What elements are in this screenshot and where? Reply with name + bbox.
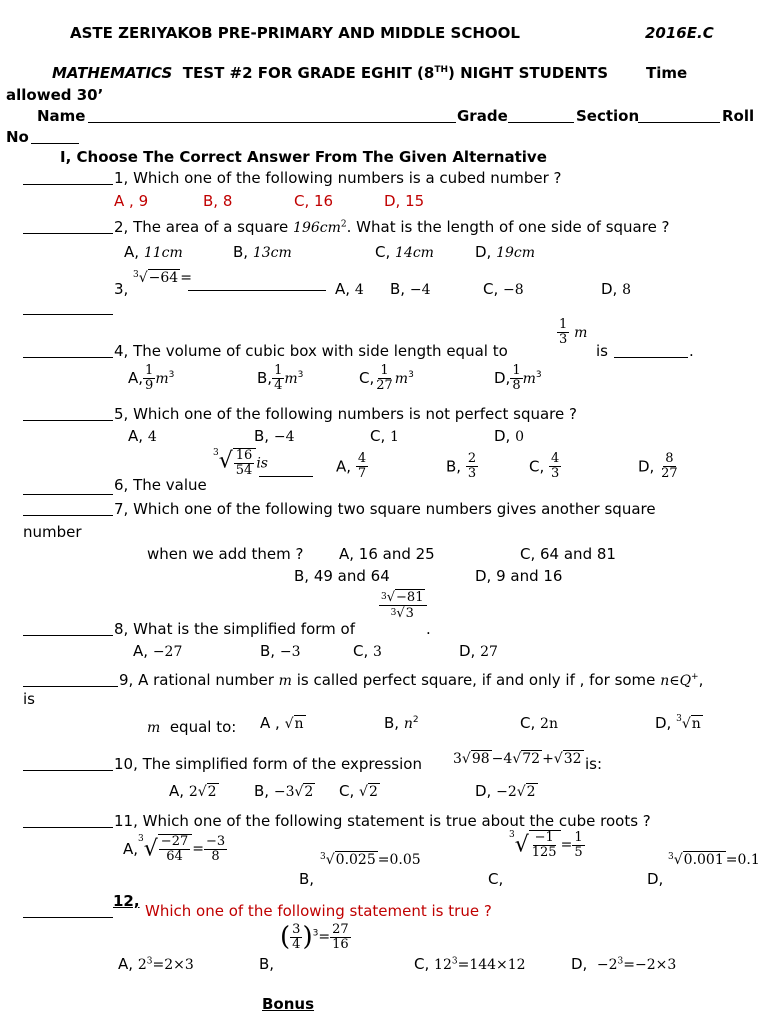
name-field[interactable] xyxy=(88,108,456,123)
q12-number: 12, xyxy=(113,892,140,910)
q12-option-a: A, $2^3=2\times 3$ xyxy=(118,955,194,973)
q1-option-a: A , 9 xyxy=(114,192,149,210)
q4-inline-blank[interactable] xyxy=(614,343,688,358)
q5-option-d: D, 0 xyxy=(494,427,525,445)
q4-text: 4, The volume of cubic box with side length equal to xyxy=(114,342,508,360)
q7-text-cont: number xyxy=(23,523,82,541)
q3-option-a: A, 4 xyxy=(335,280,364,298)
q11-answer-blank[interactable] xyxy=(23,813,113,828)
q9-option-a: A , √n xyxy=(260,714,304,732)
grade-label: Grade xyxy=(457,107,508,125)
q7-option-d: D, 9 and 16 xyxy=(475,567,563,585)
q2-option-a: A, 11cm xyxy=(124,243,183,261)
q8-answer-blank[interactable] xyxy=(23,621,113,636)
q4-is: is xyxy=(596,342,608,360)
q11-option-a: A,$^3$√ $\frac{-27}{64}$ = $\frac{-3}{8}$ xyxy=(123,833,226,864)
subject: MATHEMATICS xyxy=(52,64,173,82)
school-name: ASTE ZERIYAKOB PRE-PRIMARY AND MIDDLE SCHOOL xyxy=(70,24,520,42)
q2-option-d: D, 19cm xyxy=(475,243,536,261)
q9-answer-blank[interactable] xyxy=(23,672,118,687)
q2-text-a: 2, The area of a square xyxy=(114,218,289,236)
q3-option-d: D, 8 xyxy=(601,280,632,298)
q5-option-c: C, 1 xyxy=(370,427,399,445)
q7-text-when: when we add them ? xyxy=(147,545,304,563)
q4-option-a: A, $\frac{1}{9}$ $m^3$ xyxy=(128,363,175,393)
test-line-a: TEST #2 FOR GRADE EGHIT (8 xyxy=(182,64,435,82)
test-line-b: ) NIGHT STUDENTS xyxy=(448,64,609,82)
q1-option-c: C, 16 xyxy=(294,192,334,210)
q3-option-b: B, −4 xyxy=(390,280,431,298)
q1-answer-blank[interactable] xyxy=(23,170,113,185)
q5-option-b: B, −4 xyxy=(254,427,295,445)
q3-option-c: C, −8 xyxy=(483,280,524,298)
q10-expression: 3√98 −4√72 +√32 xyxy=(453,751,582,767)
q2-option-b: B, 13cm xyxy=(233,243,292,261)
q3-answer-blank[interactable] xyxy=(23,300,113,315)
q9-option-c: C, 2n xyxy=(520,714,558,732)
q11-option-d-label: D, xyxy=(647,870,664,888)
test-sup: TH xyxy=(434,65,449,75)
q7-option-a: A, 16 and 25 xyxy=(339,545,435,563)
q11-option-b-label: B, xyxy=(299,870,315,888)
q6-expression: $^3$√ $\frac{16}{54}$ is xyxy=(213,448,268,478)
q5-text: 5, Which one of the following numbers is not perfect square ? xyxy=(114,405,577,423)
q11-text: 11, Which one of the following statement is true about the cube roots ? xyxy=(114,812,651,830)
q8-period: . xyxy=(426,620,431,638)
q8-text: 8, What is the simplified form of xyxy=(114,620,356,638)
time-label: Time xyxy=(646,64,688,82)
q2-text-b: . What is the length of one side of square ? xyxy=(346,218,670,236)
q6-option-a: A, $\frac{4}{7}$ xyxy=(336,451,367,481)
q8-option-a: A, −27 xyxy=(133,642,183,660)
q6-option-c: C, $\frac{4}{3}$ xyxy=(529,451,560,481)
q9-equal-to: m equal to: xyxy=(147,718,237,736)
q7-option-c: C, 64 and 81 xyxy=(520,545,616,563)
q3-expression: $^3$√−64 = xyxy=(133,270,192,286)
q7-option-b: B, 49 and 64 xyxy=(294,567,390,585)
q7-answer-blank[interactable] xyxy=(23,501,113,516)
q10-text: 10, The simplified form of the expression xyxy=(114,755,422,773)
q2-area: $196cm^2$ xyxy=(293,219,347,236)
q2-answer-blank[interactable] xyxy=(23,219,113,234)
roll-field[interactable] xyxy=(31,129,79,144)
q12-option-d: D, $-2^3=-2\times 3$ xyxy=(571,955,677,973)
q9-text: 9, A rational number m is called perfect square, if and only if , for some n∈Q+, xyxy=(119,671,704,689)
q9-option-b: B, $n^2$ xyxy=(384,714,419,732)
q6-text: 6, The value xyxy=(114,476,207,494)
q11-option-c: $^3$√ $\frac{-1}{125}$ = $\frac{1}{5}$ xyxy=(509,829,583,860)
q12-text: Which one of the following statement is true ? xyxy=(145,902,492,920)
q10-option-c: C, √2 xyxy=(339,782,378,800)
q4-period: . xyxy=(689,342,694,360)
q3-inline-blank[interactable] xyxy=(188,276,326,291)
section-field[interactable] xyxy=(638,108,720,123)
q10-option-a: A, 2√2 xyxy=(169,782,217,800)
time-allowed: allowed 30’ xyxy=(6,86,104,104)
q4-option-c: C, $\frac{1}{27}$ $m^3$ xyxy=(359,363,414,393)
q11-option-c-label: C, xyxy=(488,870,504,888)
q4-side-length: $\frac{1}{3}$ m xyxy=(559,317,588,347)
section-label: Section xyxy=(576,107,640,125)
name-label: Name xyxy=(37,107,86,125)
q10-answer-blank[interactable] xyxy=(23,756,113,771)
q10-option-d: D, −2√2 xyxy=(475,782,536,800)
grade-field[interactable] xyxy=(508,108,574,123)
q1-option-d: D, 15 xyxy=(384,192,425,210)
q11-option-d: $^3$√0.001 =0.1 xyxy=(668,852,760,868)
q8-option-b: B, −3 xyxy=(260,642,301,660)
no-label: No xyxy=(6,128,29,146)
q12-answer-blank[interactable] xyxy=(23,903,113,918)
roll-label: Roll xyxy=(722,107,755,125)
q1-text: 1, Which one of the following numbers is a cubed number ? xyxy=(114,169,562,187)
q1-option-b: B, 8 xyxy=(203,192,233,210)
bonus-heading: Bonus xyxy=(262,995,315,1013)
q12-option-b-label: B, xyxy=(259,955,275,973)
test-title xyxy=(52,64,608,82)
q11-option-b: $^3$√0.025 =0.05 xyxy=(320,852,421,868)
q9-is: is xyxy=(23,690,35,708)
q8-option-d: D, 27 xyxy=(459,642,498,660)
q8-option-c: C, 3 xyxy=(353,642,382,660)
q12-option-c: C, $12^3=144\times 12$ xyxy=(414,955,526,973)
q9-option-d: D, $^3$√n xyxy=(655,714,701,732)
q3-number: 3, xyxy=(114,280,129,298)
q4-option-b: B, $\frac{1}{4}$ $m^3$ xyxy=(257,363,304,393)
q4-answer-blank[interactable] xyxy=(23,343,113,358)
q2-text xyxy=(114,218,670,236)
q2-option-c: C, 14cm xyxy=(375,243,434,261)
q6-option-b: B, $\frac{2}{3}$ xyxy=(446,451,477,481)
q6-inline-blank[interactable] xyxy=(259,462,313,477)
q8-expression: $\frac{^3√-81}{^3√3}$ xyxy=(379,590,427,621)
q6-answer-blank[interactable] xyxy=(23,480,113,495)
q10-is: is: xyxy=(585,755,603,773)
q4-option-d: D, $\frac{1}{8}$ $m^3$ xyxy=(494,363,542,393)
q10-option-b: B, −3√2 xyxy=(254,782,314,800)
q5-option-a: A, 4 xyxy=(128,427,157,445)
q12-option-b: ( $\frac{3}{4}$ )$^3$= $\frac{27}{16}$ xyxy=(280,921,349,952)
instruction: I, Choose The Correct Answer From The Given Alternative xyxy=(60,148,547,166)
school-year: 2016E.C xyxy=(645,24,714,42)
q6-option-d: D, $\frac{8}{27}$ xyxy=(638,451,678,481)
q7-text: 7, Which one of the following two square numbers gives another square xyxy=(114,500,656,518)
q5-answer-blank[interactable] xyxy=(23,406,113,421)
